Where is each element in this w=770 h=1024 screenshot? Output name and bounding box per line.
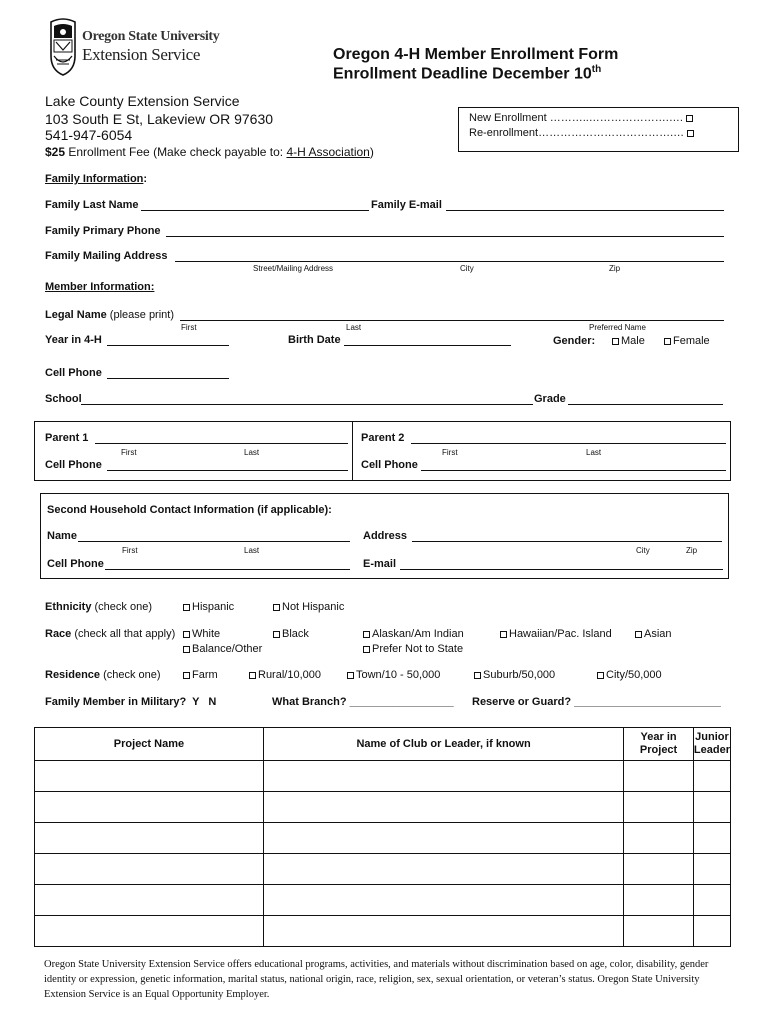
race-black-checkbox[interactable] [273, 631, 280, 638]
year-cell[interactable] [624, 761, 694, 792]
year-cell[interactable] [624, 792, 694, 823]
sh-name-label: Name [47, 530, 77, 542]
race-white-checkbox[interactable] [183, 631, 190, 638]
club-cell[interactable] [263, 885, 623, 916]
table-row [35, 885, 731, 916]
sh-email-field[interactable] [400, 569, 723, 570]
residence-city-checkbox[interactable] [597, 672, 604, 679]
parent-2-sub-last: Last [586, 448, 602, 457]
ethnicity-not-hispanic-label: Not Hispanic [282, 601, 345, 613]
residence-label-wrap [45, 669, 161, 681]
residence-town-label: Town/10 - 50,000 [356, 669, 441, 681]
legal-name-label-wrap [45, 309, 174, 321]
ethnicity-hint: (check one) [91, 601, 152, 613]
ethnicity-hispanic-label: Hispanic [192, 601, 235, 613]
project-cell[interactable] [35, 854, 264, 885]
col-year-in-project [624, 728, 694, 761]
address-sub-street: Street/Mailing Address [253, 264, 334, 273]
residence-rural-label: Rural/10,000 [258, 669, 321, 681]
year-cell[interactable] [624, 823, 694, 854]
race-alaskan-label: Alaskan/Am Indian [372, 628, 464, 640]
school-field[interactable] [81, 404, 533, 405]
parent-2-sub-first: First [442, 448, 458, 457]
sh-cell-label: Cell Phone [47, 558, 104, 570]
parent-2-label: Parent 2 [361, 432, 405, 444]
race-white-label: White [192, 628, 221, 640]
race-asian-checkbox[interactable] [635, 631, 642, 638]
table-row [35, 792, 731, 823]
school-label: School [45, 393, 82, 405]
parent-2-cell-field[interactable] [421, 470, 726, 471]
office-phone: 541-947-6054 [45, 127, 133, 143]
year-cell[interactable] [624, 854, 694, 885]
race-alaskan-checkbox[interactable] [363, 631, 370, 638]
fee-text-b: ) [369, 145, 374, 159]
col-year-line2: Project [639, 744, 678, 756]
sh-address-field[interactable] [412, 541, 722, 542]
ethnicity-label-wrap [45, 601, 152, 613]
race-asian[interactable] [635, 628, 672, 640]
col-year-line1: Year in [640, 731, 677, 743]
legal-name-hint: (please print) [106, 309, 175, 321]
sh-name-field[interactable] [78, 541, 350, 542]
legal-name-label: Legal Name [45, 309, 107, 321]
parent-2-box [352, 421, 731, 481]
osu-logo [50, 18, 76, 76]
new-enrollment-label: New Enrollment ………..………………….…. [469, 112, 683, 124]
address-sub-city: City [460, 264, 474, 273]
year-in-4h-label: Year in 4-H [45, 334, 102, 346]
project-cell[interactable] [35, 823, 264, 854]
projects-table [34, 727, 731, 947]
race-hawaiian[interactable] [500, 628, 612, 640]
birth-date-field[interactable] [344, 345, 511, 346]
family-email-label: Family E-mail [371, 199, 442, 211]
race-label: Race [45, 628, 72, 640]
residence-rural-checkbox[interactable] [249, 672, 256, 679]
legal-sub-first: First [181, 323, 197, 332]
residence-suburb-checkbox[interactable] [474, 672, 481, 679]
deadline-text: Enrollment Deadline December 10 [333, 65, 592, 83]
table-row [35, 854, 731, 885]
race-prefer-not[interactable] [363, 643, 463, 655]
legal-sub-last: Last [346, 323, 362, 332]
col-club-leader: Name of Club or Leader, if known [263, 728, 623, 761]
junior-cell[interactable] [693, 761, 730, 792]
fee-line [45, 145, 374, 159]
race-balance-checkbox[interactable] [183, 646, 190, 653]
race-prefer-not-checkbox[interactable] [363, 646, 370, 653]
residence-suburb[interactable] [474, 669, 555, 681]
fee-text-a: Enrollment Fee (Make check payable to: [65, 145, 287, 159]
member-section-title: Member Information: [45, 281, 155, 293]
fee-payee: 4-H Association [286, 145, 370, 159]
residence-city-label: City/50,000 [606, 669, 662, 681]
member-cell-label: Cell Phone [45, 367, 102, 379]
race-asian-label: Asian [644, 628, 672, 640]
gender-male-option[interactable] [612, 335, 645, 347]
residence-farm[interactable] [183, 669, 218, 681]
residence-city[interactable] [597, 669, 662, 681]
family-address-label: Family Mailing Address [45, 250, 168, 262]
address-sub-zip: Zip [609, 264, 621, 273]
col-junior-line2: Leader [693, 744, 730, 756]
race-alaskan[interactable] [363, 628, 464, 640]
family-section-title-text: Family Information [45, 173, 144, 185]
disclaimer: Oregon State University Extension Service offers educational programs, activities, and materials without discrimination based on age, color, disability, gender identity or expression, genetic information, marital status, national origin, race, religion, sex, sexual orientation, or veteran’s status. Oregon State University Extension Service is an Equal Opportunity Employer. [44, 959, 709, 1000]
family-phone-field[interactable] [166, 236, 724, 237]
member-cell-field[interactable] [107, 378, 229, 379]
race-hint: (check all that apply) [71, 628, 176, 640]
year-cell[interactable] [624, 885, 694, 916]
col-junior-leader [693, 728, 730, 761]
new-enrollment-checkbox[interactable] [686, 115, 693, 122]
race-black-label: Black [282, 628, 309, 640]
family-address-field[interactable] [175, 261, 724, 262]
parent-1-cell-field[interactable] [107, 470, 348, 471]
ethnicity-hispanic[interactable] [183, 601, 234, 613]
parent-1-sub-first: First [121, 448, 137, 457]
branch-label: What Branch? _________________ [272, 696, 454, 708]
race-balance-label: Balance/Other [192, 643, 263, 655]
table-row [35, 823, 731, 854]
legal-name-field[interactable] [180, 320, 724, 321]
gender-female-option[interactable] [664, 335, 710, 347]
family-phone-label: Family Primary Phone [45, 225, 161, 237]
club-cell[interactable] [263, 823, 623, 854]
junior-cell[interactable] [693, 792, 730, 823]
project-cell[interactable] [35, 761, 264, 792]
deadline [333, 64, 601, 83]
junior-cell[interactable] [693, 885, 730, 916]
legal-sub-preferred: Preferred Name [589, 323, 646, 332]
col-project-name: Project Name [35, 728, 264, 761]
re-enrollment-label: Re-enrollment……………………………….… [469, 127, 685, 139]
junior-cell[interactable] [693, 823, 730, 854]
sh-sub-zip: Zip [686, 546, 698, 555]
parent-1-cell-label: Cell Phone [45, 459, 102, 471]
sh-sub-first: First [122, 546, 138, 555]
sh-sub-last: Last [244, 546, 260, 555]
junior-cell[interactable] [693, 854, 730, 885]
gender-male-label: Male [621, 335, 645, 347]
grade-label: Grade [534, 393, 566, 405]
gender-female-label: Female [673, 335, 710, 347]
project-cell[interactable] [35, 792, 264, 823]
residence-town-checkbox[interactable] [347, 672, 354, 679]
re-enrollment-checkbox[interactable] [687, 130, 694, 137]
reserve-label: Reserve or Guard? ________________________ [472, 696, 721, 708]
logo-line-1: Oregon State University [82, 29, 220, 44]
table-row [35, 916, 731, 947]
deadline-sup: th [591, 64, 602, 75]
military-label: Family Member in Military? Y N [45, 696, 217, 708]
enrollment-type-box [458, 107, 739, 152]
logo-line-2: Extension Service [82, 45, 201, 64]
parent-1-sub-last: Last [244, 448, 260, 457]
gender-male-checkbox[interactable] [612, 338, 619, 345]
grade-field[interactable] [568, 404, 723, 405]
ethnicity-label: Ethnicity [45, 601, 92, 613]
parent-1-label: Parent 1 [45, 432, 89, 444]
race-white[interactable] [183, 628, 220, 640]
sh-cell-field[interactable] [105, 569, 350, 570]
family-last-name-label: Family Last Name [45, 199, 139, 211]
gender-female-checkbox[interactable] [664, 338, 671, 345]
sh-address-label: Address [363, 530, 408, 542]
family-email-field[interactable] [446, 210, 724, 211]
new-enrollment-option[interactable] [469, 112, 695, 124]
race-hawaiian-label: Hawaiian/Pac. Island [509, 628, 612, 640]
race-black[interactable] [273, 628, 309, 640]
table-row [35, 761, 731, 792]
club-cell[interactable] [263, 854, 623, 885]
projects-header-row [35, 728, 731, 761]
residence-rural[interactable] [249, 669, 321, 681]
ethnicity-hispanic-checkbox[interactable] [183, 604, 190, 611]
parent-1-box [34, 421, 353, 481]
col-junior-line1: Junior [695, 731, 729, 743]
family-section-title [45, 173, 147, 185]
family-last-name-field[interactable] [141, 210, 369, 211]
parent-1-field[interactable] [95, 443, 348, 444]
parent-2-field[interactable] [411, 443, 726, 444]
parent-2-cell-label: Cell Phone [361, 459, 418, 471]
club-cell[interactable] [263, 916, 623, 947]
residence-farm-checkbox[interactable] [183, 672, 190, 679]
family-section-colon: : [143, 173, 148, 185]
second-household-title: Second Household Contact Information (if applicable): [47, 504, 332, 516]
fee-amount: $25 [45, 145, 66, 159]
residence-label: Residence [45, 669, 101, 681]
year-cell[interactable] [624, 916, 694, 947]
race-balance-other[interactable] [183, 643, 262, 655]
ethnicity-not-hispanic[interactable] [273, 601, 344, 613]
osu-seal-icon [50, 18, 76, 76]
race-label-wrap [45, 628, 175, 640]
birth-date-label: Birth Date [288, 334, 341, 346]
residence-farm-label: Farm [192, 669, 218, 681]
residence-suburb-label: Suburb/50,000 [483, 669, 556, 681]
sh-email-label: E-mail [363, 558, 397, 570]
year-in-4h-field[interactable] [107, 345, 229, 346]
form-title: Oregon 4-H Member Enrollment Form [333, 46, 619, 63]
club-cell[interactable] [263, 761, 623, 792]
junior-cell[interactable] [693, 916, 730, 947]
gender-label: Gender: [553, 335, 596, 347]
ethnicity-not-hispanic-checkbox[interactable] [273, 604, 280, 611]
office-name: Lake County Extension Service [45, 93, 240, 109]
residence-hint: (check one) [100, 669, 161, 681]
race-prefer-not-label: Prefer Not to State [372, 643, 464, 655]
office-address: 103 South E St, Lakeview OR 97630 [45, 111, 274, 127]
project-cell[interactable] [35, 916, 264, 947]
re-enrollment-option[interactable] [469, 127, 696, 139]
residence-town[interactable] [347, 669, 440, 681]
project-cell[interactable] [35, 885, 264, 916]
race-hawaiian-checkbox[interactable] [500, 631, 507, 638]
club-cell[interactable] [263, 792, 623, 823]
sh-sub-city: City [636, 546, 650, 555]
